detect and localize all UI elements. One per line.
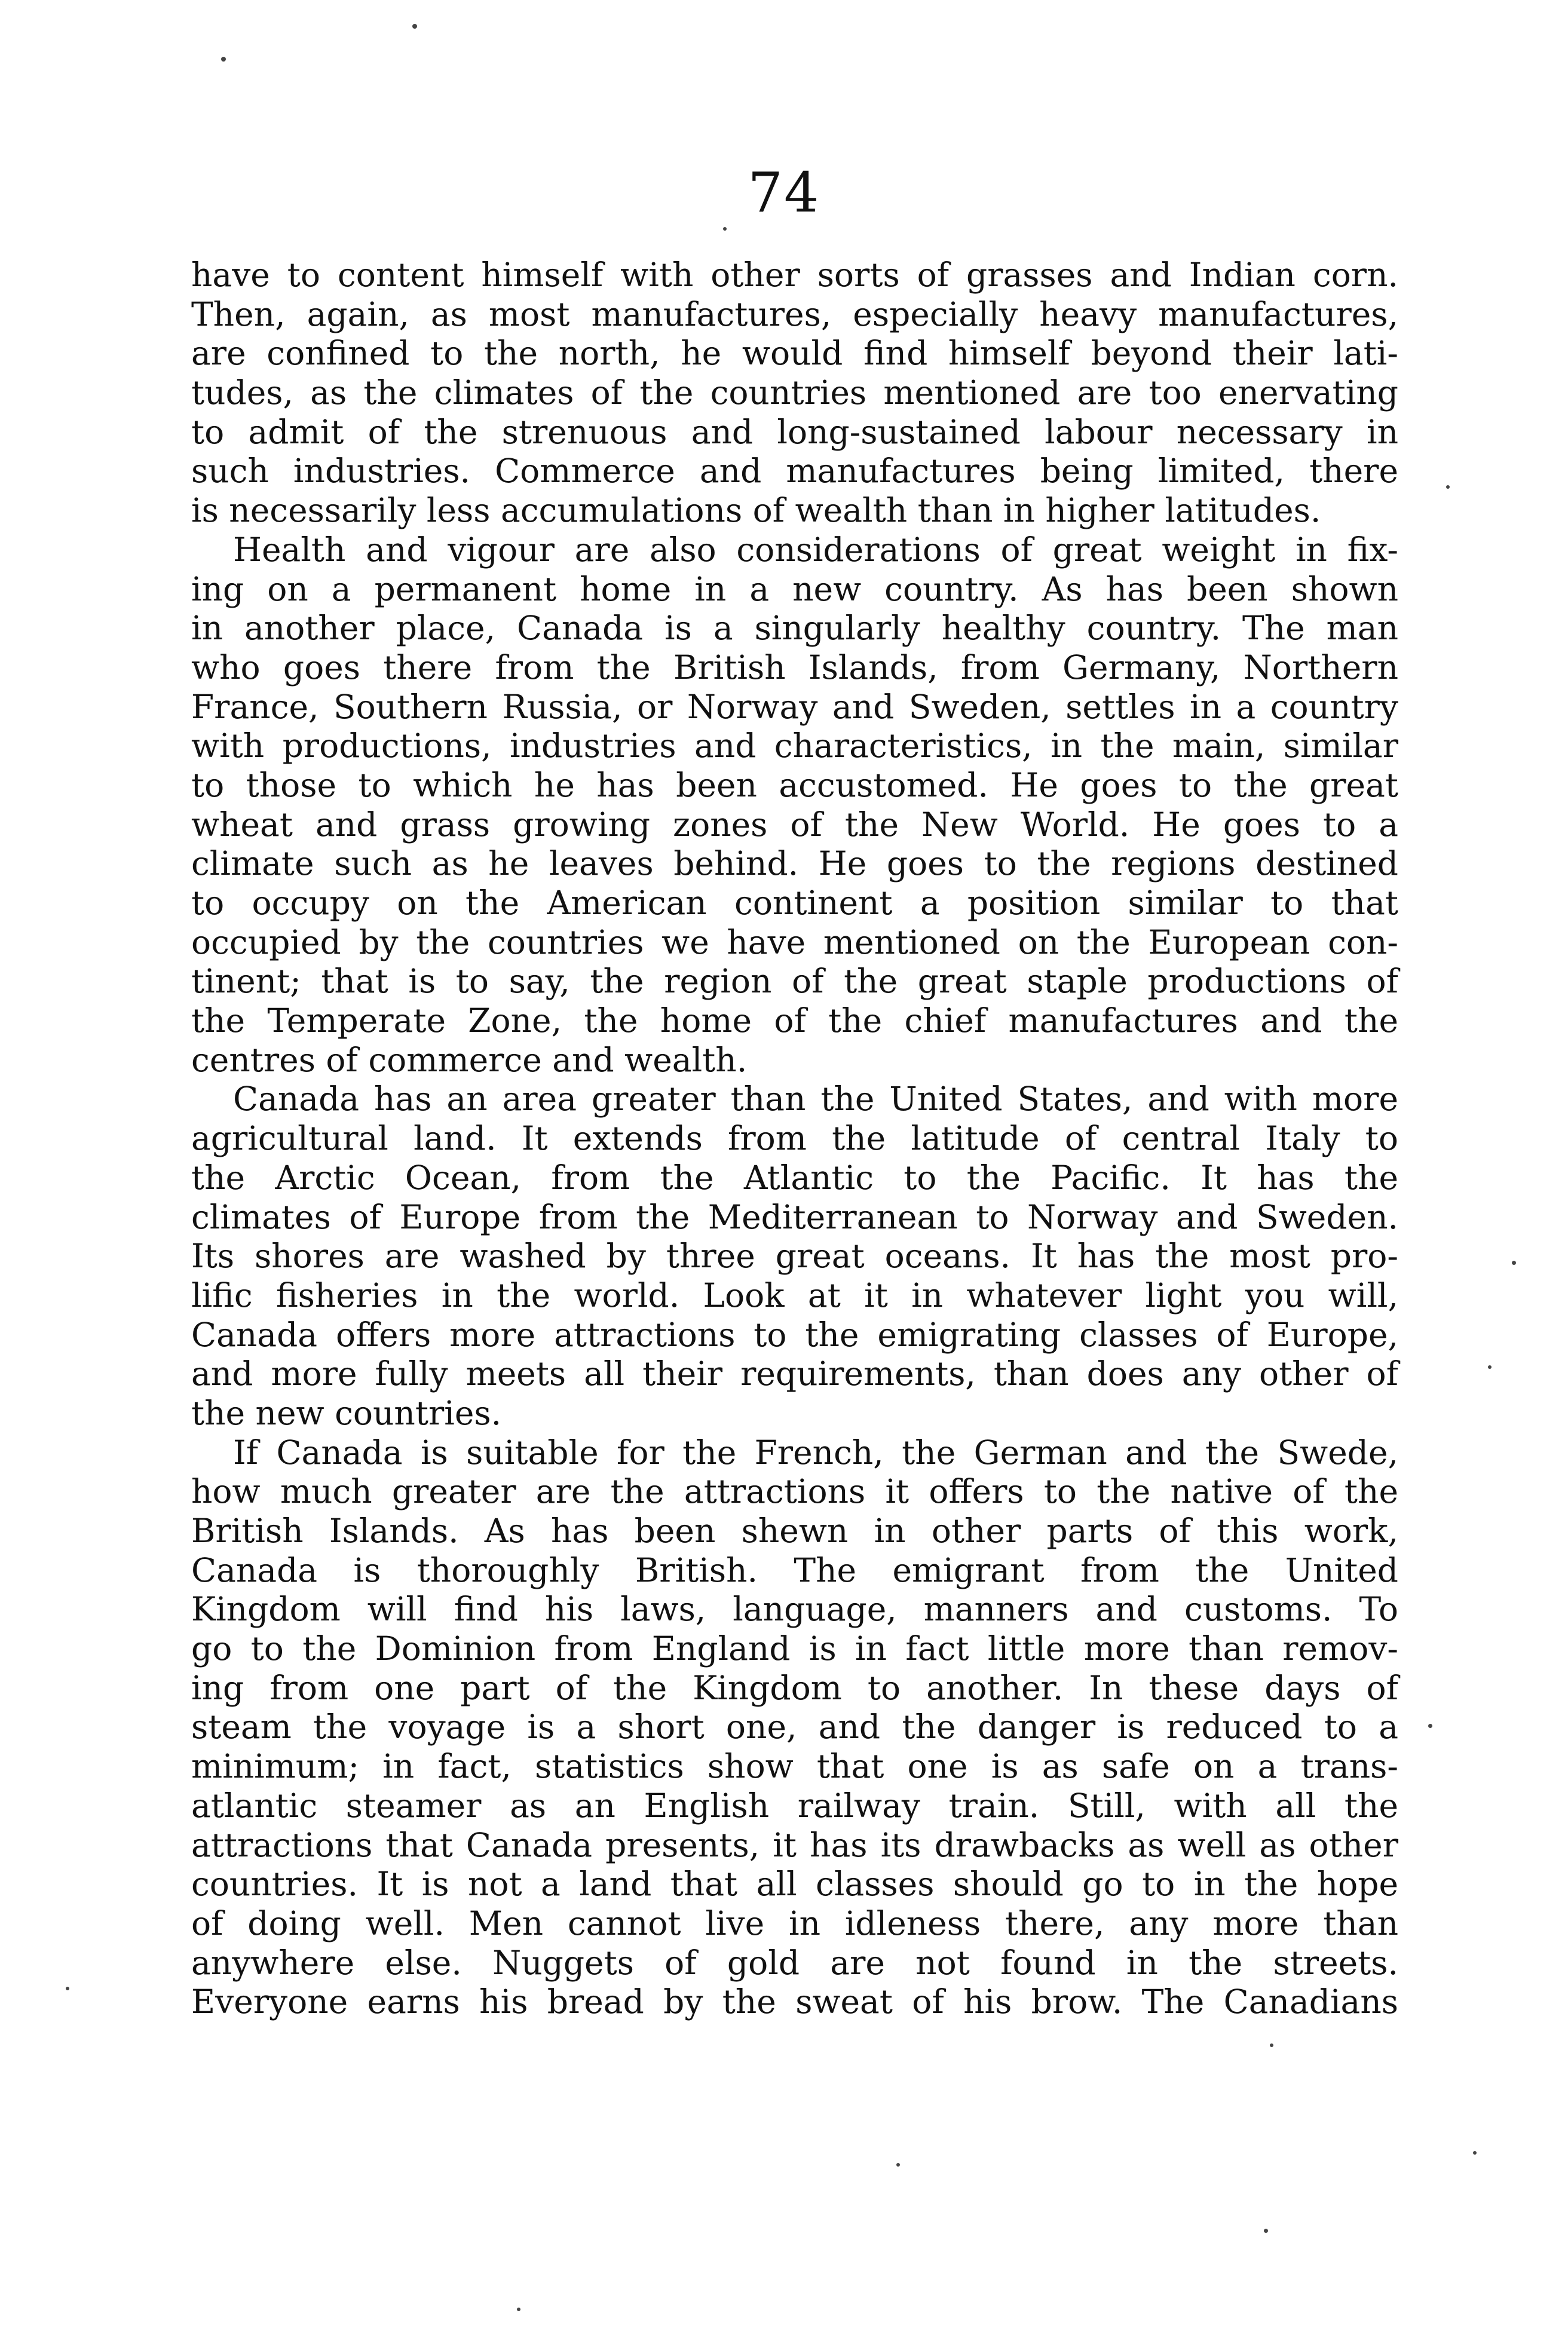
text-line: Canada is thoroughly British. The emigrant from the United bbox=[191, 1551, 1398, 1589]
paragraph-first-line: Canada has an area greater than the United States, and with more bbox=[233, 1080, 1398, 1119]
body-text bbox=[191, 256, 1398, 2022]
text-line: Its shores are washed by three great oceans. It has the most pro- bbox=[191, 1237, 1398, 1276]
paragraph-first-line: If Canada is suitable for the French, the German and the Swede, bbox=[233, 1433, 1398, 1472]
text-line: ing from one part of the Kingdom to another. In these days of bbox=[191, 1668, 1398, 1707]
text-line: anywhere else. Nuggets of gold are not found in the streets. bbox=[191, 1943, 1398, 1982]
text-line: tudes, as the climates of the countries mentioned are too enervating bbox=[191, 373, 1398, 412]
scan-speck bbox=[1446, 485, 1450, 489]
text-line: occupied by the countries we have mentioned on the European con- bbox=[191, 923, 1398, 961]
paragraph-first-line: Health and vigour are also considerations of great weight in fix- bbox=[233, 530, 1398, 569]
text-line: with productions, industries and characteristics, in the main, similar bbox=[191, 727, 1398, 765]
text-line: Canada offers more attractions to the emigrating classes of Europe, bbox=[191, 1315, 1398, 1354]
text-line: Everyone earns his bread by the sweat of his brow. The Canadians bbox=[191, 1983, 1398, 2021]
text-line: to admit of the strenuous and long-sustained labour necessary in bbox=[191, 412, 1398, 451]
text-line: how much greater are the attractions it offers to the native of the bbox=[191, 1472, 1398, 1511]
text-line: climates of Europe from the Mediterranean to Norway and Sweden. bbox=[191, 1197, 1398, 1236]
text-line: in another place, Canada is a singularly healthy country. The man bbox=[191, 609, 1398, 648]
text-line: of doing well. Men cannot live in idleness there, any more than bbox=[191, 1904, 1398, 1942]
text-line: and more fully meets all their requirements, than does any other of bbox=[191, 1355, 1398, 1393]
text-line: centres of commerce and wealth. bbox=[191, 1040, 748, 1079]
scan-speck bbox=[723, 227, 727, 231]
text-line: agricultural land. It extends from the latitude of central Italy to bbox=[191, 1119, 1398, 1158]
text-line: go to the Dominion from England is in fact little more than remov- bbox=[191, 1629, 1398, 1668]
text-line: wheat and grass growing zones of the New World. He goes to a bbox=[191, 805, 1398, 844]
text-line: Then, again, as most manufactures, especially heavy manufactures, bbox=[191, 295, 1398, 333]
text-line: tinent; that is to say, the region of the great staple productions of bbox=[191, 962, 1398, 1001]
scan-speck bbox=[1270, 2043, 1273, 2047]
scan-speck bbox=[1473, 2151, 1477, 2155]
text-line: such industries. Commerce and manufactures being limited, there bbox=[191, 452, 1398, 491]
text-line: is necessarily less accumulations of wealth than in higher latitudes. bbox=[191, 491, 1321, 530]
scan-speck bbox=[1512, 1261, 1516, 1265]
text-line: have to content himself with other sorts of grasses and Indian corn. bbox=[191, 256, 1398, 294]
page-number: 74 bbox=[748, 161, 820, 225]
text-line: Kingdom will find his laws, language, manners and customs. To bbox=[191, 1590, 1398, 1629]
text-line: the new countries. bbox=[191, 1393, 502, 1432]
text-line: ing on a permanent home in a new country. As has been shown bbox=[191, 569, 1398, 608]
scan-speck bbox=[1264, 2229, 1268, 2233]
scan-speck bbox=[221, 57, 226, 62]
scan-speck bbox=[517, 2308, 520, 2311]
text-line: the Arctic Ocean, from the Atlantic to the Pacific. It has the bbox=[191, 1158, 1398, 1197]
text-line: attractions that Canada presents, it has its drawbacks as well as other bbox=[191, 1825, 1398, 1864]
text-line: atlantic steamer as an English railway train. Still, with all the bbox=[191, 1786, 1398, 1825]
text-line: minimum; in fact, statistics show that one is as safe on a trans- bbox=[191, 1747, 1398, 1786]
text-line: countries. It is not a land that all classes should go to in the hope bbox=[191, 1865, 1398, 1904]
text-line: to those to which he has been accustomed. He goes to the great bbox=[191, 765, 1398, 804]
text-line: steam the voyage is a short one, and the danger is reduced to a bbox=[191, 1708, 1398, 1747]
text-line: to occupy on the American continent a position similar to that bbox=[191, 884, 1398, 922]
scan-speck bbox=[412, 24, 417, 29]
scan-speck bbox=[896, 2163, 900, 2167]
text-line: the Temperate Zone, the home of the chief manufactures and the bbox=[191, 1001, 1398, 1040]
scan-speck bbox=[66, 1987, 69, 1990]
text-line: are confined to the north, he would find himself beyond their lati- bbox=[191, 334, 1398, 373]
scan-speck bbox=[1488, 1365, 1492, 1369]
text-line: who goes there from the British Islands, from Germany, Northern bbox=[191, 648, 1398, 687]
text-line: climate such as he leaves behind. He goes to the regions destined bbox=[191, 844, 1398, 883]
text-line: lific fisheries in the world. Look at it in whatever light you will, bbox=[191, 1276, 1398, 1315]
scan-speck bbox=[1428, 1724, 1432, 1728]
text-line: British Islands. As has been shewn in other parts of this work, bbox=[191, 1512, 1398, 1550]
text-line: France, Southern Russia, or Norway and Sweden, settles in a country bbox=[191, 687, 1398, 726]
